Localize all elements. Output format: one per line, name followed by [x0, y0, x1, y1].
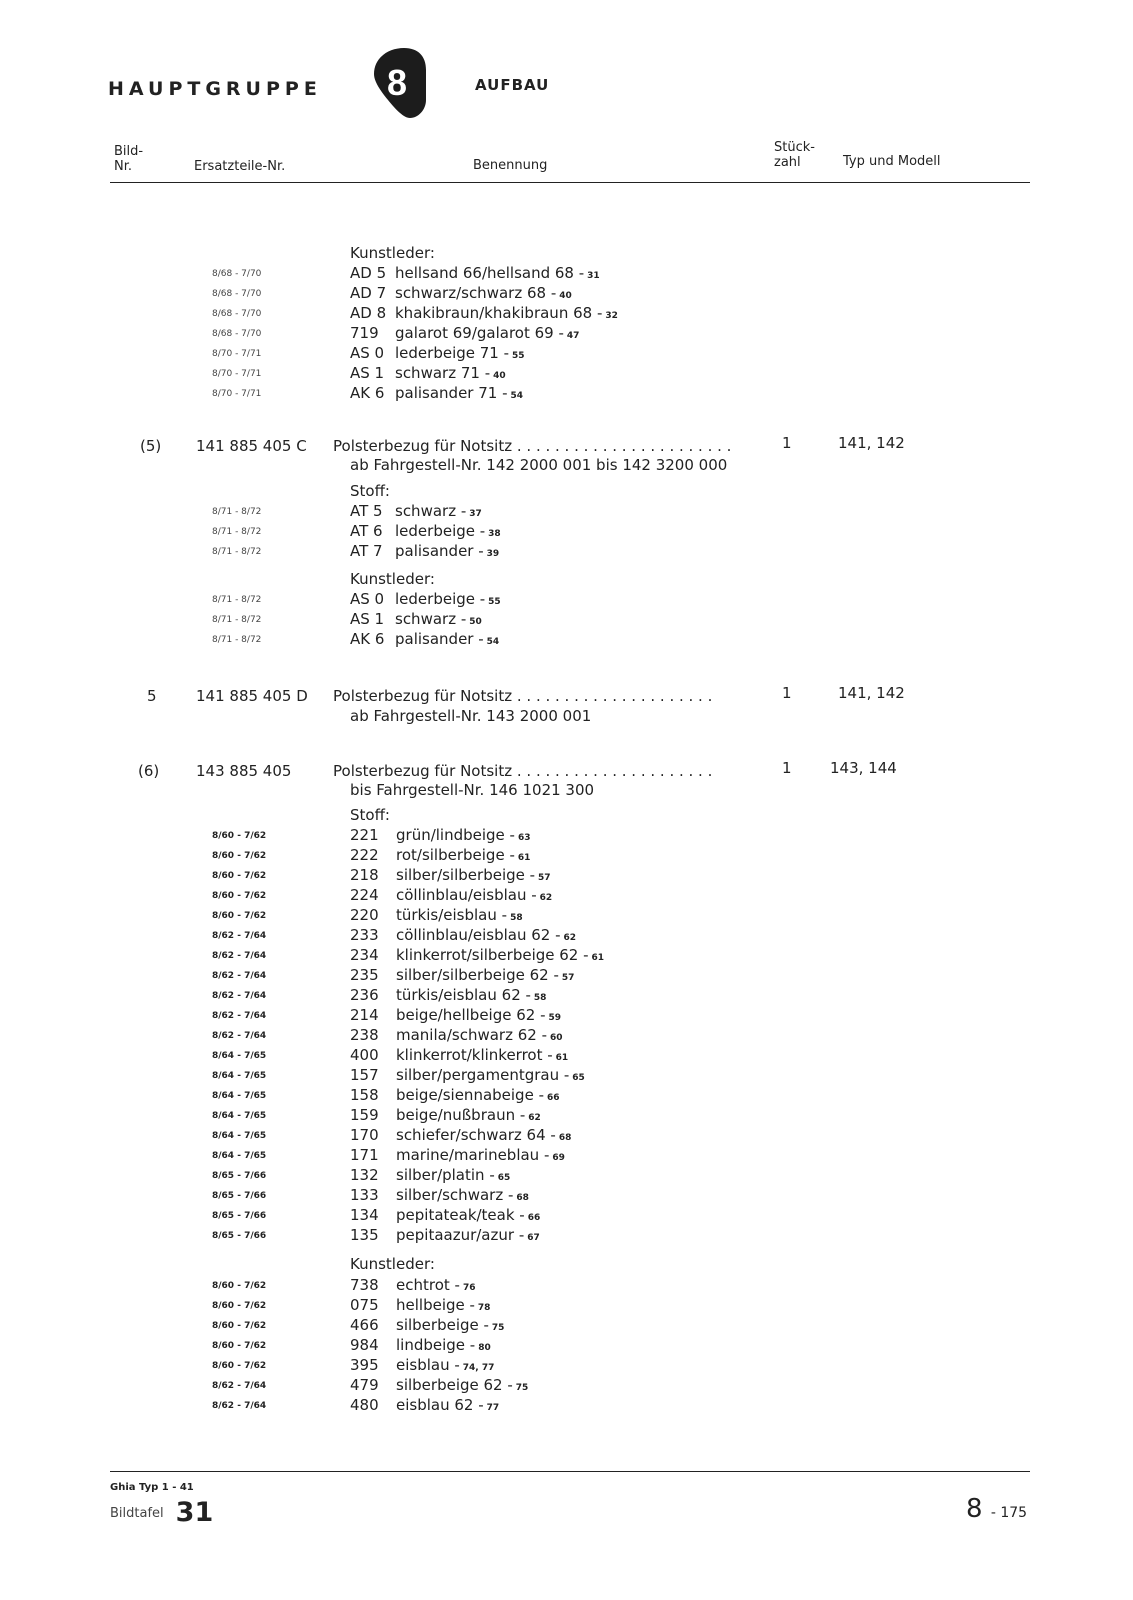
item-ref: 77 — [486, 1403, 500, 1413]
part3-typ: 143, 144 — [830, 759, 897, 777]
list-item — [350, 284, 572, 302]
item-ref: 61 — [517, 853, 531, 863]
part1-bild: (5) — [140, 437, 162, 455]
item-ref: 74, 77 — [462, 1363, 495, 1373]
item-name: schwarz/schwarz 68 - — [395, 284, 557, 302]
list-item — [350, 866, 551, 884]
row-dates: 8/68 - 7/70 — [212, 269, 262, 279]
group-badge — [374, 46, 434, 120]
row-dates: 8/70 - 7/71 — [212, 369, 262, 379]
item-ref: 39 — [486, 549, 500, 559]
item-ref: 60 — [550, 1033, 563, 1043]
item-name: khakibraun/khakibraun 68 - — [395, 304, 603, 322]
row-dates: 8/64 - 7/65 — [212, 1131, 267, 1141]
list-item — [350, 1206, 540, 1224]
item-name: lederbeige - — [395, 590, 486, 608]
row-dates: 8/65 - 7/66 — [212, 1191, 267, 1201]
row-dates: 8/68 - 7/70 — [212, 329, 262, 339]
row-dates: 8/68 - 7/70 — [212, 289, 262, 299]
item-name: manila/schwarz 62 - — [396, 1026, 547, 1044]
row-dates: 8/64 - 7/65 — [212, 1071, 267, 1081]
row-dates: 8/62 - 7/64 — [212, 1381, 267, 1391]
list-item — [350, 1336, 491, 1354]
row-dates: 8/70 - 7/71 — [212, 389, 262, 399]
item-code: AS 1 — [350, 364, 385, 382]
col-benennung: Benennung — [473, 158, 548, 173]
item-ref: 40 — [493, 371, 506, 381]
item-name: palisander - — [395, 542, 484, 560]
row-dates: 8/62 - 7/64 — [212, 951, 267, 961]
item-code: 479 — [350, 1376, 379, 1394]
col-stueckzahl: Stück- zahl — [774, 140, 815, 170]
page-minor: - 175 — [990, 1505, 1028, 1521]
item-code: 395 — [350, 1356, 379, 1374]
row-dates: 8/62 - 7/64 — [212, 991, 267, 1001]
item-code: AD 5 — [350, 264, 387, 282]
footer-bildtafel — [110, 1497, 213, 1528]
item-ref: 54 — [486, 637, 500, 647]
list-item — [350, 986, 546, 1004]
item-code: AD 8 — [350, 304, 387, 322]
item-ref: 65 — [497, 1173, 511, 1183]
part2-bild: 5 — [147, 687, 157, 705]
list-item — [350, 1046, 568, 1064]
item-ref: 61 — [555, 1053, 569, 1063]
item-ref: 75 — [491, 1323, 505, 1333]
page-number — [966, 1494, 1027, 1524]
item-name: silber/silberbeige 62 - — [396, 966, 559, 984]
row-dates: 8/62 - 7/64 — [212, 971, 267, 981]
header-rule — [110, 182, 1030, 183]
list-item — [350, 542, 499, 560]
item-name: silber/silberbeige - — [396, 866, 536, 884]
item-ref: 66 — [547, 1093, 560, 1103]
list-item — [350, 630, 499, 648]
item-code: AD 7 — [350, 284, 387, 302]
item-ref: 31 — [587, 271, 600, 281]
part3-qty: 1 — [782, 759, 792, 777]
item-ref: 68 — [516, 1193, 529, 1203]
item-code: 158 — [350, 1086, 379, 1104]
list-item — [350, 502, 482, 520]
item-code: 222 — [350, 846, 379, 864]
row-dates: 8/70 - 7/71 — [212, 349, 262, 359]
part1-qty: 1 — [782, 434, 792, 452]
part3-bild: (6) — [138, 762, 160, 780]
item-name: schwarz - — [395, 610, 467, 628]
list-item — [350, 1086, 560, 1104]
item-name: türkis/eisblau - — [396, 906, 508, 924]
item-code: AK 6 — [350, 384, 385, 402]
list-item — [350, 364, 506, 382]
item-code: 738 — [350, 1276, 379, 1294]
footer-model: Ghia Typ 1 - 41 — [110, 1482, 194, 1493]
item-name: klinkerrot/klinkerrot - — [396, 1046, 553, 1064]
item-ref: 32 — [605, 311, 618, 321]
row-dates: 8/60 - 7/62 — [212, 851, 267, 861]
list-item — [350, 1396, 499, 1414]
item-ref: 47 — [566, 331, 580, 341]
item-name: marine/marineblau - — [396, 1146, 550, 1164]
list-item — [350, 1276, 475, 1294]
item-ref: 67 — [527, 1233, 540, 1243]
item-code: 170 — [350, 1126, 379, 1144]
item-code: AT 6 — [350, 522, 383, 540]
item-name: rot/silberbeige - — [396, 846, 515, 864]
part1-number: 141 885 405 C — [196, 437, 307, 455]
col-typ-modell: Typ und Modell — [843, 154, 941, 169]
part1-kunst-heading: Kunstleder: — [350, 570, 435, 588]
row-dates: 8/71 - 8/72 — [212, 595, 262, 605]
hauptgruppe-label: HAUPTGRUPPE — [108, 78, 322, 100]
item-ref: 69 — [552, 1153, 565, 1163]
part3-name: Polsterbezug für Notsitz . . . . . . . . . . . . . . . . . . . . . — [333, 762, 713, 780]
item-ref: 55 — [512, 351, 525, 361]
item-ref: 55 — [488, 597, 501, 607]
item-code: 214 — [350, 1006, 379, 1024]
row-dates: 8/64 - 7/65 — [212, 1111, 267, 1121]
part3-stoff-heading: Stoff: — [350, 806, 390, 824]
group-title: AUFBAU — [475, 76, 550, 94]
item-ref: 76 — [462, 1283, 476, 1293]
item-code: AK 6 — [350, 630, 385, 648]
item-code: 132 — [350, 1166, 379, 1184]
list-item — [350, 1066, 585, 1084]
item-code: 159 — [350, 1106, 379, 1124]
item-name: silberbeige - — [396, 1316, 489, 1334]
bildtafel-number: 31 — [175, 1497, 214, 1528]
item-name: pepitateak/teak - — [396, 1206, 525, 1224]
item-code: 984 — [350, 1336, 379, 1354]
row-dates: 8/71 - 8/72 — [212, 507, 262, 517]
row-dates: 8/60 - 7/62 — [212, 871, 267, 881]
item-ref: 62 — [563, 933, 577, 943]
item-name: silber/schwarz - — [396, 1186, 514, 1204]
list-item — [350, 1296, 490, 1314]
item-ref: 75 — [515, 1383, 529, 1393]
item-name: schiefer/schwarz 64 - — [396, 1126, 556, 1144]
list-item — [350, 344, 525, 362]
list-item — [350, 304, 618, 322]
row-dates: 8/68 - 7/70 — [212, 309, 262, 319]
list-item — [350, 1026, 563, 1044]
list-item — [350, 906, 523, 924]
row-dates: 8/60 - 7/62 — [212, 911, 267, 921]
item-code: 233 — [350, 926, 379, 944]
item-name: silber/pergamentgrau - — [396, 1066, 570, 1084]
row-dates: 8/60 - 7/62 — [212, 1281, 267, 1291]
item-code: 171 — [350, 1146, 379, 1164]
item-name: schwarz 71 - — [395, 364, 491, 382]
item-ref: 37 — [469, 509, 482, 519]
item-name: lederbeige 71 - — [395, 344, 510, 362]
list-item — [350, 1146, 565, 1164]
row-dates: 8/60 - 7/62 — [212, 1361, 267, 1371]
item-code: AT 7 — [350, 542, 383, 560]
row-dates: 8/65 - 7/66 — [212, 1211, 267, 1221]
item-name: hellsand 66/hellsand 68 - — [395, 264, 585, 282]
item-ref: 38 — [488, 529, 501, 539]
item-code: 133 — [350, 1186, 379, 1204]
item-code: 238 — [350, 1026, 379, 1044]
row-dates: 8/64 - 7/65 — [212, 1051, 267, 1061]
row-dates: 8/64 - 7/65 — [212, 1151, 267, 1161]
part1-stoff-heading: Stoff: — [350, 482, 390, 500]
item-name: grün/lindbeige - — [396, 826, 515, 844]
item-ref: 62 — [528, 1113, 541, 1123]
item-code: 234 — [350, 946, 379, 964]
row-dates: 8/65 - 7/66 — [212, 1231, 267, 1241]
item-name: lederbeige - — [395, 522, 486, 540]
item-ref: 50 — [469, 617, 482, 627]
list-item — [350, 926, 576, 944]
item-ref: 78 — [477, 1303, 491, 1313]
list-item — [350, 1106, 541, 1124]
item-ref: 54 — [510, 391, 524, 401]
item-code: 719 — [350, 324, 379, 342]
item-name: türkis/eisblau 62 - — [396, 986, 531, 1004]
item-code: AS 0 — [350, 344, 385, 362]
row-dates: 8/62 - 7/64 — [212, 1031, 267, 1041]
row-dates: 8/60 - 7/62 — [212, 1301, 267, 1311]
item-code: AS 0 — [350, 590, 385, 608]
item-ref: 63 — [517, 833, 531, 843]
list-item — [350, 846, 530, 864]
row-dates: 8/60 - 7/62 — [212, 1341, 267, 1351]
col-bild-nr: Bild- Nr. — [114, 144, 144, 174]
row-dates: 8/71 - 8/72 — [212, 635, 262, 645]
item-name: eisblau - — [396, 1356, 460, 1374]
item-name: beige/siennabeige - — [396, 1086, 544, 1104]
item-name: beige/nußbraun - — [396, 1106, 526, 1124]
item-code: 235 — [350, 966, 379, 984]
item-name: hellbeige - — [396, 1296, 475, 1314]
item-code: 218 — [350, 866, 379, 884]
row-dates: 8/65 - 7/66 — [212, 1171, 267, 1181]
item-code: 220 — [350, 906, 379, 924]
item-ref: 57 — [561, 973, 575, 983]
list-item — [350, 1376, 528, 1394]
part2-name: Polsterbezug für Notsitz . . . . . . . . . . . . . . . . . . . . . — [333, 687, 713, 705]
list-item — [350, 610, 482, 628]
item-code: 466 — [350, 1316, 379, 1334]
list-item — [350, 1166, 510, 1184]
part3-number: 143 885 405 — [196, 762, 292, 780]
list-item — [350, 590, 501, 608]
list-item — [350, 886, 552, 904]
item-ref: 59 — [548, 1013, 562, 1023]
item-ref: 68 — [558, 1133, 572, 1143]
part2-qty: 1 — [782, 684, 792, 702]
item-ref: 58 — [510, 913, 523, 923]
part3-kunst-heading: Kunstleder: — [350, 1255, 435, 1273]
footer-rule — [110, 1471, 1030, 1472]
item-ref: 65 — [572, 1073, 585, 1083]
item-code: 236 — [350, 986, 379, 1004]
part2-note: ab Fahrgestell-Nr. 143 2000 001 — [350, 707, 592, 725]
list-item — [350, 522, 501, 540]
bildtafel-label: Bildtafel — [110, 1506, 164, 1521]
item-name: palisander - — [395, 630, 484, 648]
item-name: eisblau 62 - — [396, 1396, 484, 1414]
col-ersatzteile: Ersatzteile-Nr. — [194, 159, 286, 174]
item-code: 480 — [350, 1396, 379, 1414]
part1-note: ab Fahrgestell-Nr. 142 2000 001 bis 142 3200 000 — [350, 456, 728, 474]
row-dates: 8/71 - 8/72 — [212, 527, 262, 537]
list-item — [350, 1126, 571, 1144]
row-dates: 8/62 - 7/64 — [212, 1401, 267, 1411]
item-name: pepitaazur/azur - — [396, 1226, 525, 1244]
item-name: silber/platin - — [396, 1166, 495, 1184]
part3-note: bis Fahrgestell-Nr. 146 1021 300 — [350, 781, 595, 799]
list-item — [350, 826, 531, 844]
list-item — [350, 966, 574, 984]
item-code: 134 — [350, 1206, 379, 1224]
item-code: 157 — [350, 1066, 379, 1084]
group-number: 8 — [387, 62, 408, 103]
part2-typ: 141, 142 — [838, 684, 905, 702]
item-name: schwarz - — [395, 502, 467, 520]
list-item — [350, 384, 523, 402]
row-dates: 8/71 - 8/72 — [212, 615, 262, 625]
row-dates: 8/64 - 7/65 — [212, 1091, 267, 1101]
item-ref: 62 — [539, 893, 553, 903]
item-ref: 66 — [527, 1213, 541, 1223]
item-name: beige/hellbeige 62 - — [396, 1006, 546, 1024]
part1-name: Polsterbezug für Notsitz . . . . . . . . . . . . . . . . . . . . . . . — [333, 437, 732, 455]
list-item — [350, 946, 604, 964]
item-code: 224 — [350, 886, 379, 904]
item-name: palisander 71 - — [395, 384, 508, 402]
list-item — [350, 1006, 561, 1024]
item-code: 075 — [350, 1296, 379, 1314]
list-item — [350, 1186, 529, 1204]
list-item — [350, 324, 579, 342]
list-item — [350, 1316, 504, 1334]
item-name: galarot 69/galarot 69 - — [395, 324, 564, 342]
row-dates: 8/60 - 7/62 — [212, 831, 267, 841]
item-code: 135 — [350, 1226, 379, 1244]
item-ref: 61 — [591, 953, 605, 963]
row-dates: 8/62 - 7/64 — [212, 931, 267, 941]
item-ref: 57 — [538, 873, 551, 883]
row-dates: 8/62 - 7/64 — [212, 1011, 267, 1021]
row-dates: 8/60 - 7/62 — [212, 891, 267, 901]
item-code: AT 5 — [350, 502, 383, 520]
item-name: lindbeige - — [396, 1336, 476, 1354]
item-name: cöllinblau/eisblau 62 - — [396, 926, 561, 944]
row-dates: 8/60 - 7/62 — [212, 1321, 267, 1331]
page-major: 8 — [966, 1494, 983, 1524]
item-name: cöllinblau/eisblau - — [396, 886, 537, 904]
list-item — [350, 264, 600, 282]
item-code: 400 — [350, 1046, 379, 1064]
item-ref: 58 — [533, 993, 547, 1003]
list-item — [350, 1356, 494, 1374]
item-name: klinkerrot/silberbeige 62 - — [396, 946, 589, 964]
row-dates: 8/71 - 8/72 — [212, 547, 262, 557]
item-name: silberbeige 62 - — [396, 1376, 513, 1394]
item-ref: 80 — [478, 1343, 491, 1353]
item-code: AS 1 — [350, 610, 385, 628]
item-ref: 40 — [559, 291, 572, 301]
part1-typ: 141, 142 — [838, 434, 905, 452]
list-item — [350, 1226, 540, 1244]
item-name: echtrot - — [396, 1276, 460, 1294]
item-code: 221 — [350, 826, 379, 844]
part2-number: 141 885 405 D — [196, 687, 308, 705]
block1-heading: Kunstleder: — [350, 244, 435, 262]
